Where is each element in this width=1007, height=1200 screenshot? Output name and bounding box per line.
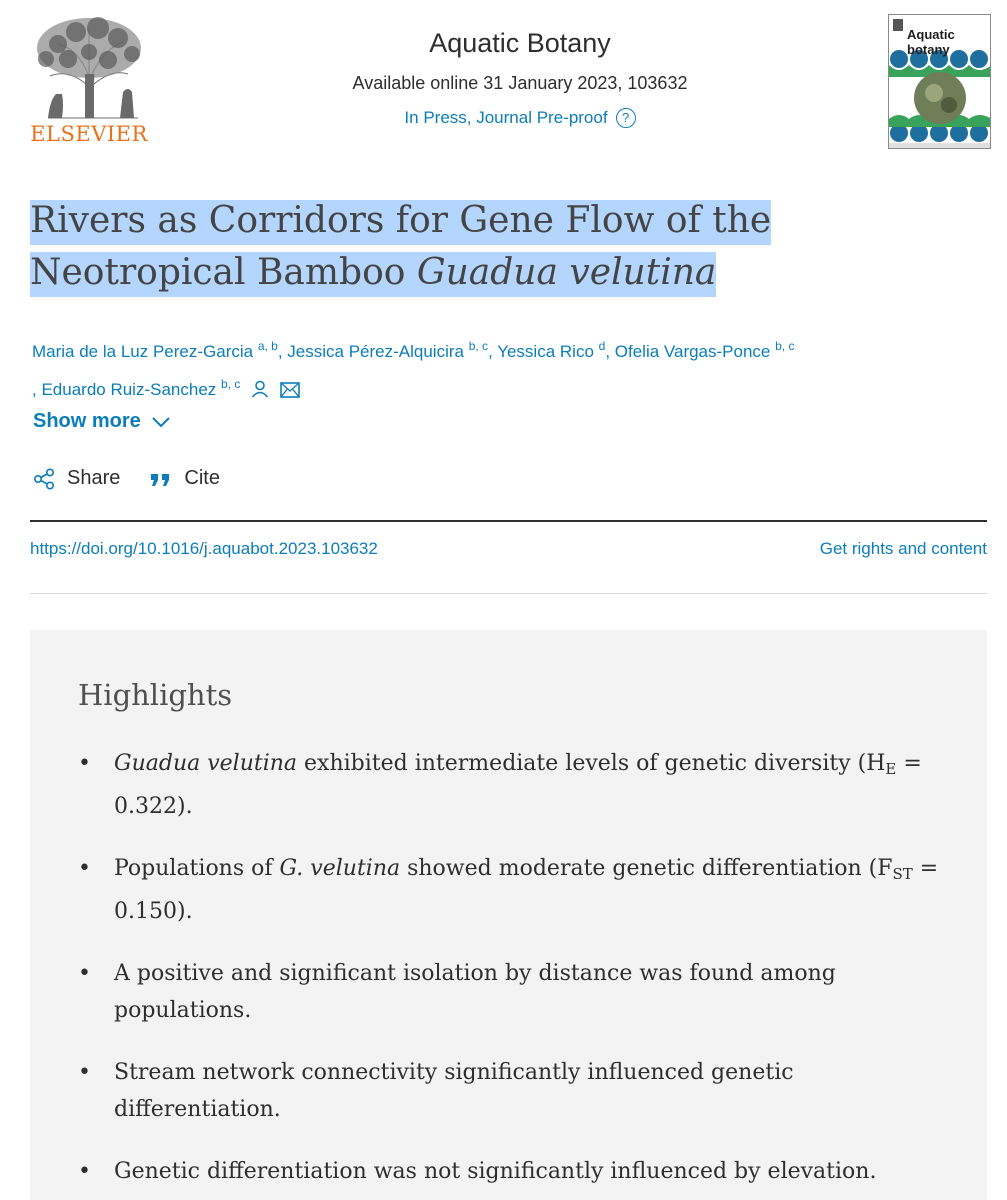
article-actions bbox=[33, 467, 220, 490]
title-species: Guadua velutina bbox=[416, 252, 717, 293]
species-name: G. velutina bbox=[279, 856, 401, 881]
highlight-item bbox=[78, 850, 958, 930]
journal-header bbox=[300, 28, 740, 128]
rights-link[interactable]: Get rights and content bbox=[819, 539, 987, 558]
article-status-label: In Press, Journal Pre-proof bbox=[404, 108, 608, 127]
highlight-text: Populations of bbox=[114, 856, 280, 881]
publisher-wordmark: ELSEVIER bbox=[30, 122, 148, 146]
show-more-button[interactable] bbox=[33, 410, 171, 433]
author-link[interactable]: Ofelia Vargas-Ponce bbox=[614, 342, 771, 361]
cite-label: Cite bbox=[184, 467, 220, 489]
show-more-label: Show more bbox=[33, 410, 141, 432]
share-icon bbox=[33, 468, 55, 490]
highlight-text: showed moderate genetic differentiation (F bbox=[400, 856, 893, 881]
title-line-1: Rivers as Corridors for Gene Flow of the bbox=[30, 200, 771, 245]
highlight-item: • Genetic differentiation was not significantly influenced by elevation. bbox=[78, 1153, 958, 1190]
highlight-text: = 0.150). bbox=[114, 856, 939, 924]
article-title bbox=[30, 195, 990, 299]
person-icon[interactable] bbox=[251, 377, 269, 409]
cite-button[interactable] bbox=[150, 467, 220, 490]
highlights-heading: Highlights bbox=[78, 678, 233, 712]
author-affiliation[interactable]: b, c bbox=[468, 339, 489, 353]
subscript: E bbox=[885, 760, 897, 778]
author-affiliation[interactable]: d bbox=[598, 339, 606, 353]
author-link[interactable]: Jessica Pérez-Alquicira bbox=[287, 342, 464, 361]
author-affiliation[interactable]: b, c bbox=[775, 339, 795, 353]
journal-title[interactable]: Aquatic Botany bbox=[429, 28, 611, 58]
envelope-icon[interactable] bbox=[280, 377, 300, 409]
title-line-2: Neotropical Bamboo bbox=[30, 252, 417, 293]
cover-title: Aquatic botany bbox=[907, 27, 955, 57]
divider bbox=[30, 593, 987, 594]
highlight-item: • A positive and significant isolation by distance was found among populations. bbox=[78, 955, 958, 1029]
species-name: Guadua velutina bbox=[114, 751, 298, 776]
doi-link[interactable]: https://doi.org/10.1016/j.aquabot.2023.103632 bbox=[30, 539, 378, 558]
author-link[interactable]: Yessica Rico bbox=[497, 342, 594, 361]
article-status-link[interactable] bbox=[404, 108, 635, 128]
author-list: Maria de la Luz Perez-Garcia $^{a, b}$, Jessica Pérez-Alquicira $^{b, c}$, Yessica Rico $^d$, Ofelia Vargas-Ponce $^{b, c}$ , Eduardo Ruiz-Sanchez $^{b, c}$ bbox=[32, 330, 932, 409]
subscript: ST bbox=[892, 865, 913, 883]
help-icon[interactable]: ? bbox=[616, 108, 636, 128]
highlight-item bbox=[78, 745, 958, 825]
share-button[interactable] bbox=[33, 467, 120, 490]
highlight-text: = 0.322). bbox=[114, 751, 922, 819]
divider bbox=[30, 520, 987, 522]
author-link[interactable]: Eduardo Ruiz-Sanchez bbox=[41, 380, 217, 399]
highlights-section bbox=[30, 630, 987, 1200]
author-link[interactable]: Maria de la Luz Perez-Garcia bbox=[32, 342, 254, 361]
journal-cover-thumbnail[interactable] bbox=[888, 14, 991, 149]
elsevier-logo[interactable] bbox=[28, 14, 150, 148]
quote-icon bbox=[150, 470, 172, 488]
author-affiliation[interactable]: b, c bbox=[221, 377, 241, 391]
availability-date: Available online 31 January 2023, 103632 bbox=[352, 73, 688, 93]
author-affiliation[interactable]: a, b bbox=[257, 339, 278, 353]
highlight-text: exhibited intermediate levels of genetic diversity (H bbox=[297, 751, 886, 776]
highlights-list bbox=[78, 745, 958, 1200]
share-label: Share bbox=[67, 467, 121, 489]
chevron-down-icon bbox=[151, 416, 171, 428]
highlight-item: • Stream network connectivity significantly influenced genetic differentiation. bbox=[78, 1054, 958, 1128]
tree-icon bbox=[28, 14, 150, 122]
